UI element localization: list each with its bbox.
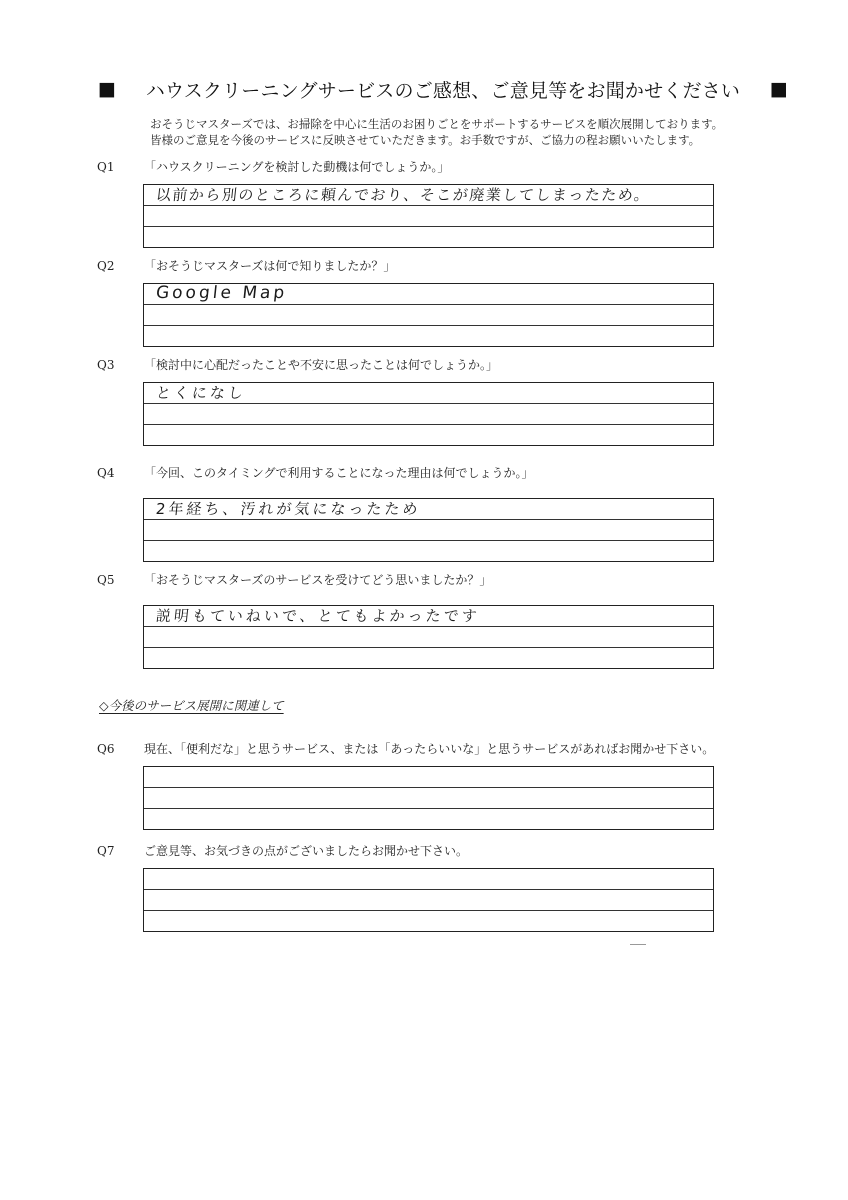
question-q3 — [97, 356, 787, 402]
question-q2 — [97, 257, 787, 303]
question-text: 「検討中に心配だったことや不安に思ったことは何でしょうか。」 — [144, 358, 499, 372]
question-number: Q2 — [97, 259, 115, 273]
question-q6 — [97, 740, 787, 758]
question-q7 — [97, 842, 787, 860]
question-q4 — [97, 464, 787, 518]
intro-line-1: おそうじマスターズでは、お掃除を中心に生活のお困りごとをサポートするサービスを順次展開しております。 — [150, 117, 724, 131]
question-number: Q7 — [97, 844, 115, 858]
question-text: 「おそうじマスターズは何で知りましたか？」 — [144, 259, 396, 273]
question-text: 「おそうじマスターズのサービスを受けてどう思いましたか？」 — [144, 573, 492, 587]
question-number: Q1 — [97, 160, 115, 174]
title-text: ハウスクリーニングサービスのご感想、ご意見等をお聞かせください — [145, 79, 741, 102]
intro-line-2: 皆様のご意見を今後のサービスに反映させていただきます。お手数ですが、ご協力の程お願いいたします。 — [150, 133, 701, 147]
question-number: Q6 — [97, 742, 115, 756]
question-number: Q4 — [97, 466, 115, 480]
question-text: 「今回、このタイミングで利用することになった理由は何でしょうか。」 — [144, 466, 534, 480]
answer-box[interactable] — [143, 382, 714, 446]
intro-text — [150, 116, 790, 148]
answer-box[interactable] — [143, 498, 714, 562]
question-q5 — [97, 571, 787, 625]
handwritten-answer: 説明もていねいで、とてもよかったです — [155, 607, 481, 625]
question-text: 「ハウスクリーニングを検討した動機は何でしょうか。」 — [144, 160, 450, 174]
question-number: Q5 — [97, 573, 115, 587]
question-q1 — [97, 158, 787, 204]
question-text: ご意見等、お気づきの点がございましたらお聞かせ下さい。 — [144, 844, 469, 858]
answer-box[interactable] — [143, 766, 714, 830]
answer-box[interactable] — [143, 283, 714, 347]
question-number: Q3 — [97, 358, 115, 372]
handwritten-answer: 以前から別のところに頼んでおり、そこが廃業してしまったため。 — [155, 186, 652, 204]
survey-title — [98, 76, 788, 102]
section-heading: ◇今後のサービス展開に関連して — [99, 698, 284, 713]
answer-box[interactable] — [143, 868, 714, 932]
handwritten-answer: Google Map — [154, 283, 289, 303]
title-left-mark: ■ — [98, 78, 117, 100]
title-right-mark: ■ — [769, 78, 788, 100]
scan-mark — [630, 944, 646, 945]
answer-box[interactable] — [143, 184, 714, 248]
question-text: 現在、「便利だな」と思うサービス、または「あったらいいな」と思うサービスがあればお聞かせ下さい。 — [144, 742, 715, 756]
answer-box[interactable] — [143, 605, 714, 669]
handwritten-answer: とくになし — [155, 384, 247, 402]
handwritten-answer: 2年経ち、汚れが気になったため — [155, 500, 422, 518]
